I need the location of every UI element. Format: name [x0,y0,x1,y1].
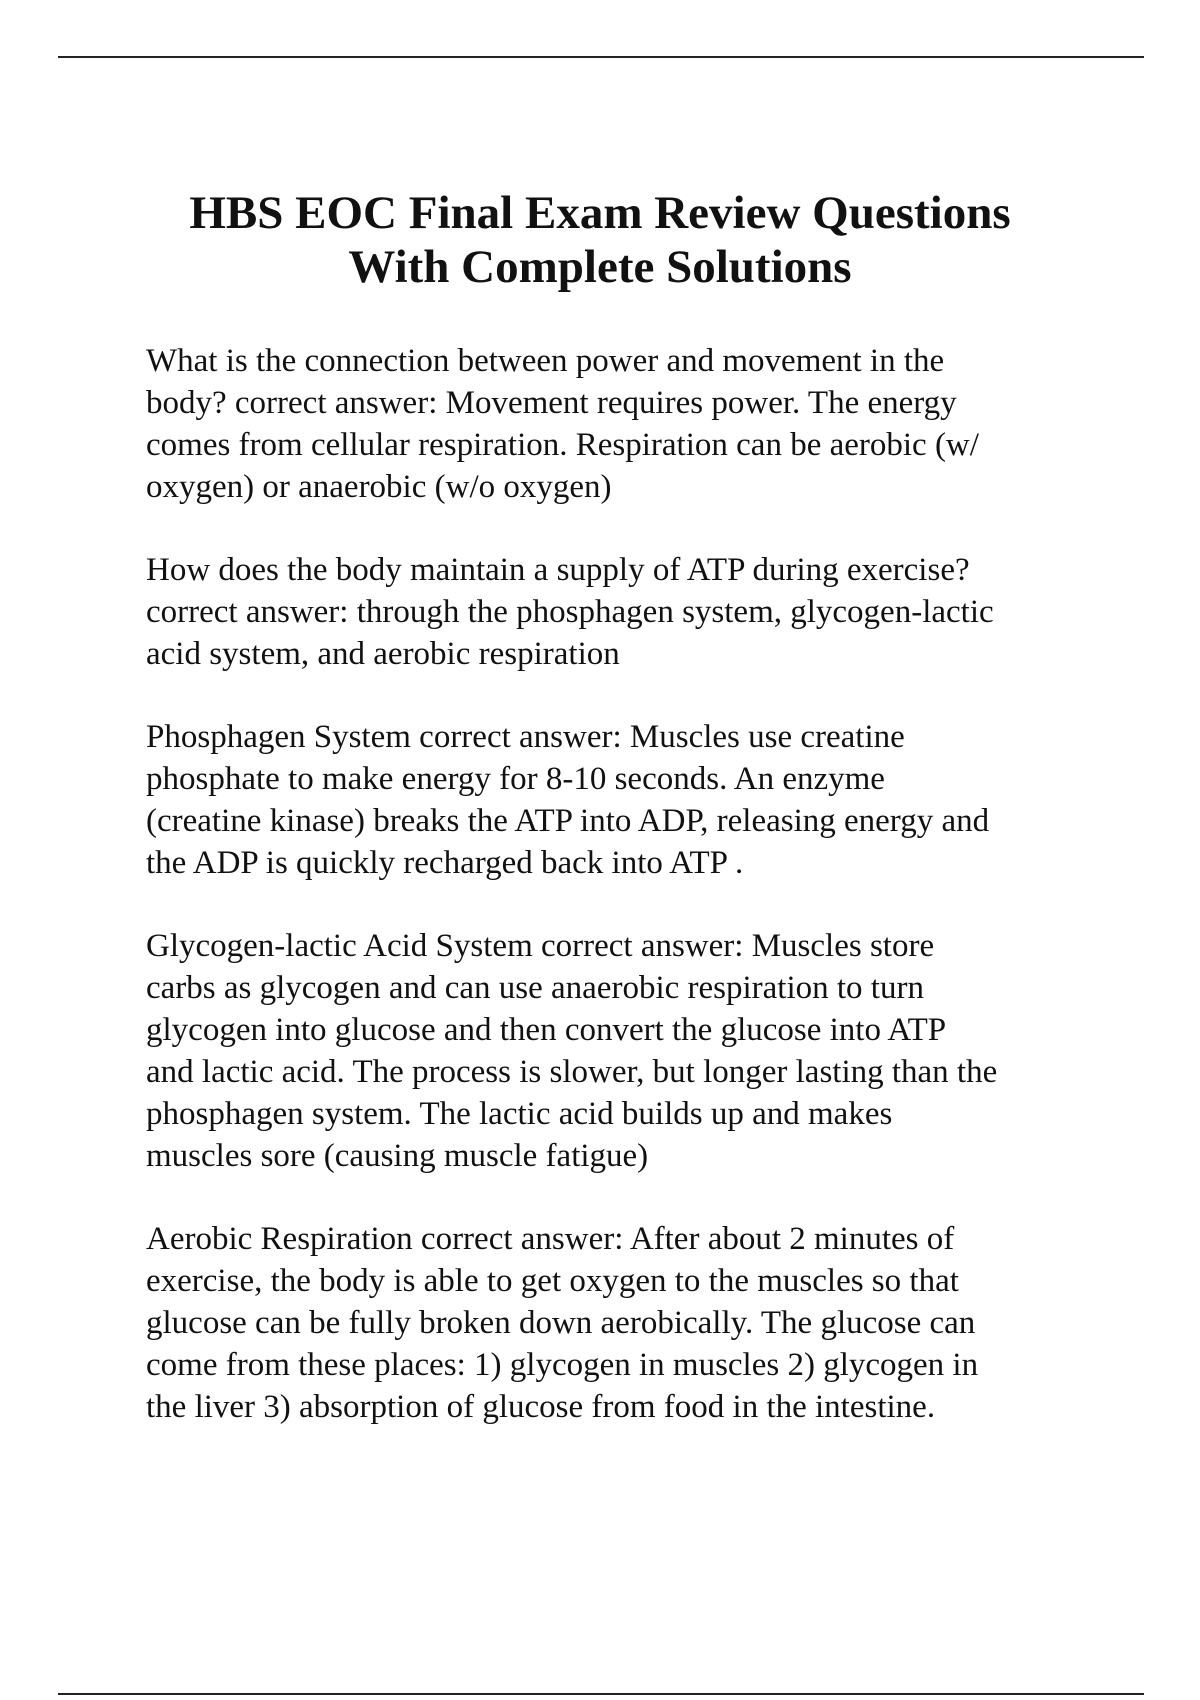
text-line: the ADP is quickly recharged back into ATP . [146,845,744,881]
text-line: come from these places: 1) glycogen in muscles 2) glycogen in [146,1347,979,1383]
text-line: the liver 3) absorption of glucose from food in the intestine. [146,1389,936,1425]
text-line: correct answer: through the phosphagen system, glycogen-lactic [146,594,994,630]
header-rule [58,56,1144,58]
qa-entry-phosphagen-system [146,716,1106,884]
footer-rule [58,1693,1144,1695]
text-line: comes from cellular respiration. Respiration can be aerobic (w/ [146,427,979,463]
title-line: With Complete Solutions [348,241,852,293]
qa-entry-aerobic-respiration [146,1218,1106,1428]
text-line: phosphate to make energy for 8-10 seconds. An enzyme [146,761,885,797]
text-line: Aerobic Respiration correct answer: After about 2 minutes of [146,1221,955,1257]
text-line: (creatine kinase) breaks the ATP into ADP, releasing energy and [146,803,990,839]
text-line: exercise, the body is able to get oxygen to the muscles so that [146,1263,959,1299]
text-line: acid system, and aerobic respiration [146,636,620,672]
text-line: carbs as glycogen and can use anaerobic respiration to turn [146,970,924,1006]
text-line: glycogen into glucose and then convert the glucose into ATP [146,1012,947,1048]
text-line: Phosphagen System correct answer: Muscles use creatine [146,719,905,755]
text-line: How does the body maintain a supply of ATP during exercise? [146,552,970,588]
title-line: HBS EOC Final Exam Review Questions [189,187,1011,239]
text-line: body? correct answer: Movement requires power. The energy [146,385,957,421]
text-line: What is the connection between power and movement in the [146,343,945,379]
text-line: Glycogen-lactic Acid System correct answer: Muscles store [146,928,935,964]
text-line: phosphagen system. The lactic acid builds up and makes [146,1096,893,1132]
qa-entry-power-movement [146,340,1106,508]
text-line: muscles sore (causing muscle fatigue) [146,1138,649,1174]
text-line: oxygen) or anaerobic (w/o oxygen) [146,469,612,505]
text-line: and lactic acid. The process is slower, but longer lasting than the [146,1054,998,1090]
document-title [100,186,1100,294]
text-line: glucose can be fully broken down aerobically. The glucose can [146,1305,976,1341]
document-body [146,340,1106,1469]
qa-entry-atp-supply [146,549,1106,675]
qa-entry-glycogen-lactic-acid [146,925,1106,1177]
